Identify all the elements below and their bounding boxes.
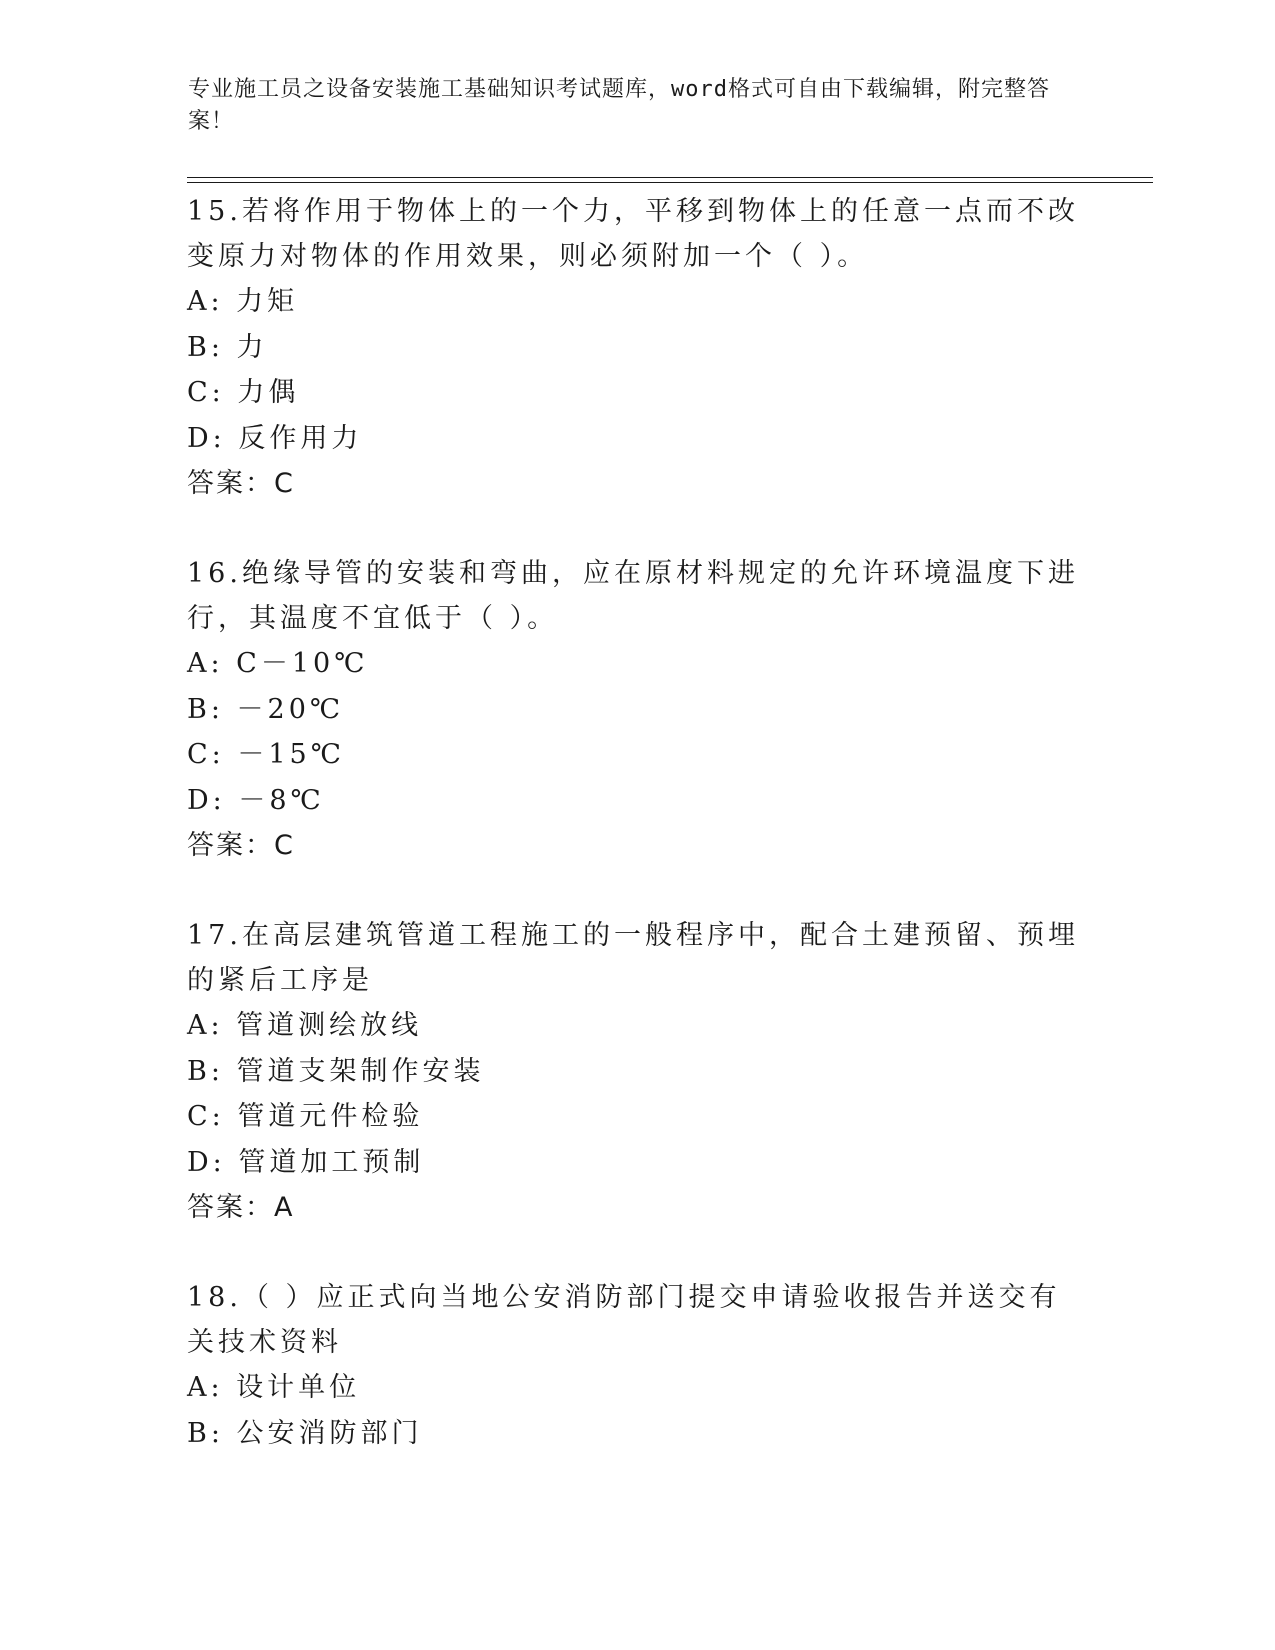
- option-b: B: －20℃: [187, 693, 345, 725]
- option-d: D: －8℃: [187, 784, 325, 816]
- option-b: B: 管道支架制作安装: [187, 1055, 485, 1087]
- question-stem: 17.在高层建筑管道工程施工的一般程序中，配合土建预留、预埋的紧后工序是: [187, 920, 1079, 996]
- question-18: [187, 1275, 1087, 1456]
- option-c: C: 力偶: [187, 377, 300, 408]
- header-divider-bottom: [187, 182, 1153, 183]
- option-d: D: 管道加工预制: [187, 1146, 425, 1178]
- option-a: A: 设计单位: [187, 1372, 361, 1403]
- answer: 答案：C: [187, 468, 295, 499]
- question-stem: 16.绝缘导管的安装和弯曲，应在原材料规定的允许环境温度下进行，其温度不宜低于（ ）。: [187, 558, 1079, 634]
- option-c: C: 管道元件检验: [187, 1101, 424, 1132]
- option-b: B: 公安消防部门: [187, 1417, 423, 1449]
- option-d: D: 反作用力: [187, 422, 363, 454]
- option-a: A: 管道测绘放线: [187, 1010, 423, 1041]
- answer: 答案：A: [187, 1192, 295, 1223]
- question-17: [187, 913, 1087, 1230]
- option-a: A: 力矩: [187, 286, 299, 317]
- question-stem: 15.若将作用于物体上的一个力，平移到物体上的任意一点而不改变原力对物体的作用效果，则必须附加一个（ ）。: [187, 196, 1079, 272]
- option-c: C: －15℃: [187, 739, 345, 770]
- question-16: [187, 551, 1087, 868]
- option-a: A: C－10℃: [187, 648, 369, 679]
- document-header: 专业施工员之设备安装施工基础知识考试题库，word格式可自由下载编辑，附完整答案！: [188, 77, 1050, 134]
- question-stem: 18.（ ）应正式向当地公安消防部门提交申请验收报告并送交有关技术资料: [187, 1282, 1061, 1358]
- answer: 答案：C: [187, 830, 295, 861]
- question-15: [187, 189, 1087, 506]
- header-divider-top: [187, 177, 1153, 178]
- question-list: [187, 189, 1087, 1501]
- option-b: B: 力: [187, 331, 268, 363]
